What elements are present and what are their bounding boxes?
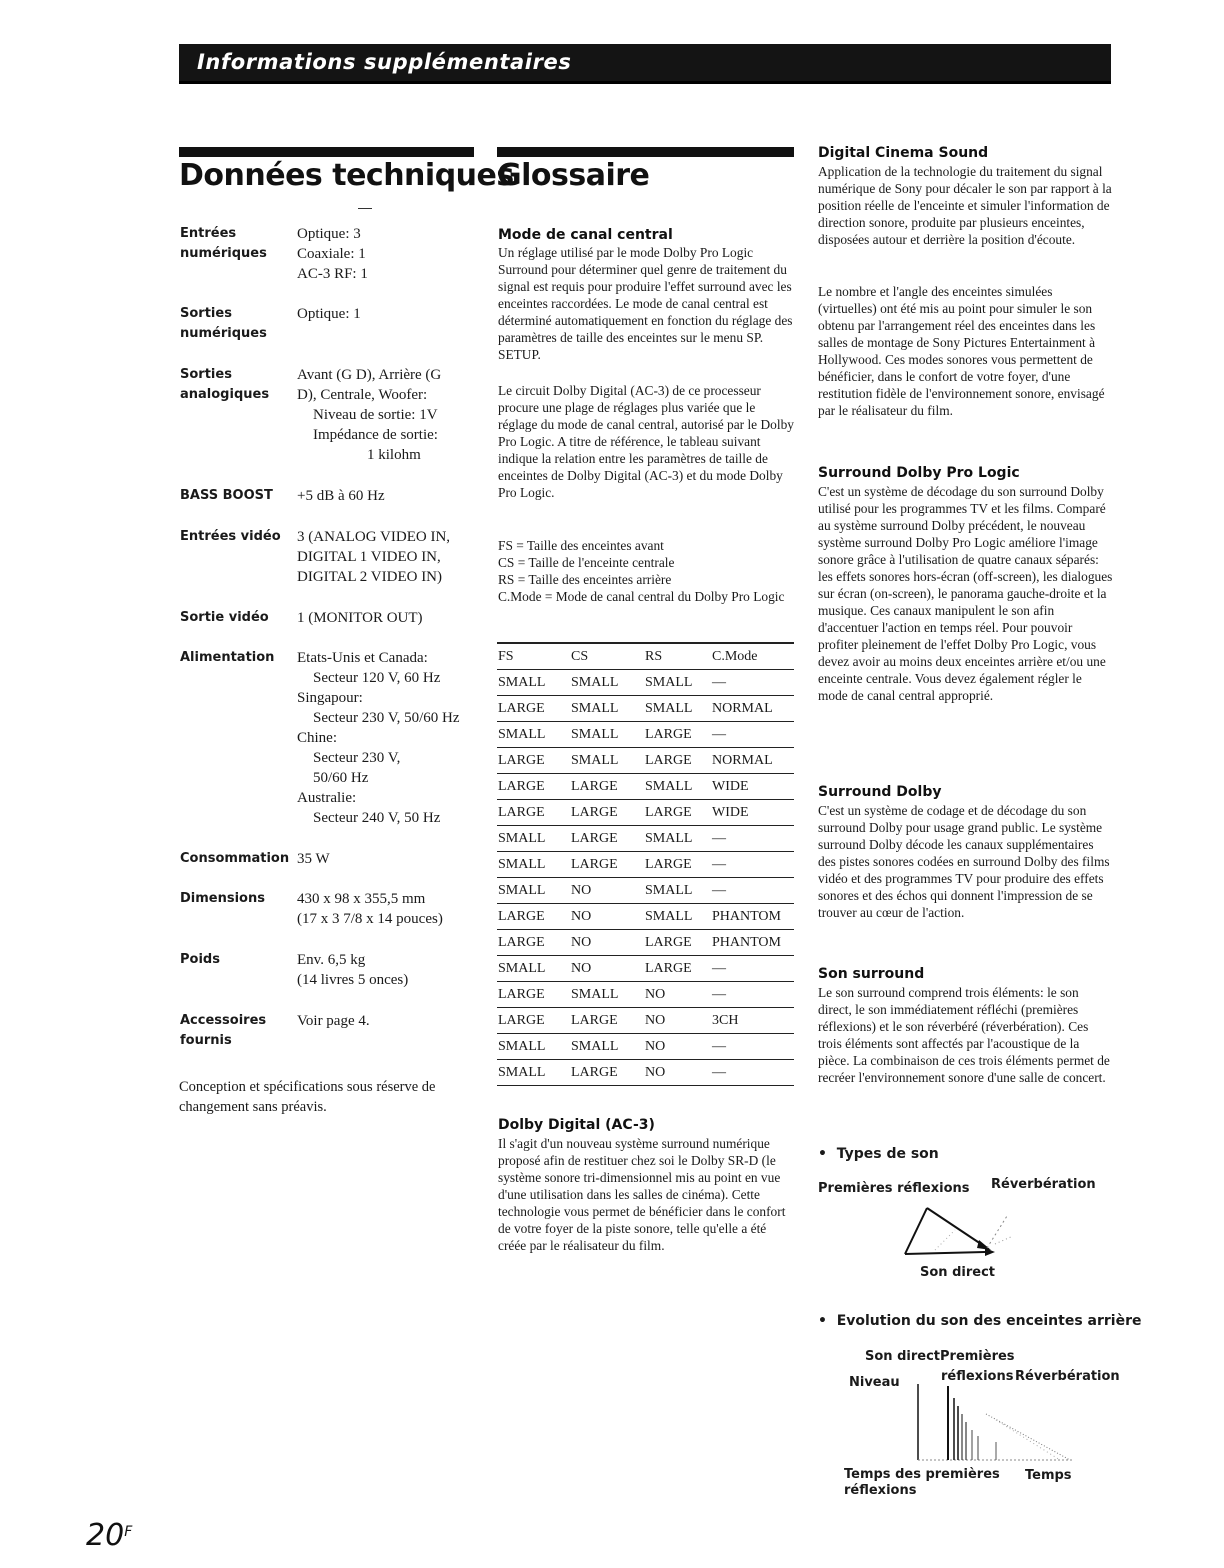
table-cell: NO: [570, 929, 644, 955]
table-cell: SMALL: [497, 955, 570, 981]
surround-dolby-heading: Surround Dolby: [818, 784, 942, 800]
table-cell: SMALL: [644, 877, 711, 903]
table-cell: SMALL: [570, 747, 644, 773]
table-cell: LARGE: [497, 1007, 570, 1033]
table-cell: WIDE: [711, 799, 794, 825]
spec-label-consommation: Consommation: [180, 851, 290, 866]
spec-label-entrees-video: Entrées vidéo: [180, 529, 281, 544]
spec-label-sorties-numeriques: Sorties numériques: [180, 306, 267, 341]
spec-value-accessoires: Voir page 4.: [297, 1013, 370, 1029]
central-heading: Mode de canal central: [498, 227, 673, 243]
spec-value-sortie-video: 1 (MONITOR OUT): [297, 610, 423, 626]
evo-niveau-label: Niveau: [849, 1375, 900, 1390]
spec-value-sorties-numeriques: Optique: 1: [297, 306, 361, 322]
pro-logic-heading: Surround Dolby Pro Logic: [818, 465, 1020, 481]
table-row: [497, 877, 794, 903]
table-cell: LARGE: [497, 747, 570, 773]
table-row: [497, 799, 794, 825]
table-cell: LARGE: [644, 851, 711, 877]
table-cell: LARGE: [570, 1059, 644, 1085]
table-cell: NO: [644, 1059, 711, 1085]
pro-logic-text: C'est un système de décodage du son surround Dolby utilisé pour les programmes TV et les films. Comparé au système surround Dolby précédent, le nouveau système surround Dolby Pro Logic améliore l'image sonore grâce à l'utilisation de quatre canaux séparés: les effets sonores hors-écran (off-screen), les dialogues sur écran (on-screen), le panorama gauche-droite et la musique. Ces canaux manipulent le son afin d'accentuer l'action en temps réel. Pour pouvoir profiter pleinement de l'effet Dolby Pro Logic, vous devez avoir au moins deux enceintes arrière et/ou une enceinte centrale. Vous devez également régler le mode de canal central approprié.: [818, 484, 1113, 703]
evo-premieres-label: Premières: [940, 1349, 1015, 1364]
spec-label-accessoires: Accessoires fournis: [180, 1013, 267, 1048]
evo-son-direct-label: Son direct: [865, 1349, 940, 1364]
table-cell: LARGE: [570, 851, 644, 877]
bullet-icon: •: [818, 1146, 837, 1162]
table-row: [497, 903, 794, 929]
dolby-digital-text: Il s'agit d'un nouveau système surround numérique proposé afin de restituer chez soi le Dolby SR-D (le système sonore tri-dimensionnel mis au point en vue d'une utilisation dans les salles de cinéma). Cette technologie vous permet de bénéficier dans le confort de votre foyer de la piste sonore, telle qu'elle a été créée par le réalisateur du film.: [498, 1136, 786, 1253]
spec-label-sortie-video: Sortie vidéo: [180, 610, 269, 625]
table-cell: LARGE: [570, 799, 644, 825]
table-cell: SMALL: [570, 981, 644, 1007]
evo-reflexions-label: réflexions: [941, 1369, 1014, 1384]
table-cell: SMALL: [644, 773, 711, 799]
table-header-cell: RS: [644, 643, 711, 669]
spec-value-bass-boost: +5 dB à 60 Hz: [297, 488, 385, 504]
evo-reverb-label: Réverbération: [1015, 1369, 1120, 1384]
dcs-text-2: Le nombre et l'angle des enceintes simulées (virtuelles) ont été mis au point pour simuler le son obtenu par l'arrangement réel des enceintes dans les salles de montage de Sony Pictures Entertainment à Hollywood. Ces modes sonores vous permettent de bénéficier, dans le confort de votre foyer, d'une restitution fidèle de l'environnement sonore, envisagé par le réalisateur du film.: [818, 284, 1105, 418]
dolby-digital-heading: Dolby Digital (AC-3): [498, 1117, 655, 1133]
table-cell: —: [711, 981, 794, 1007]
table-cell: PHANTOM: [711, 929, 794, 955]
table-row: [497, 955, 794, 981]
table-cell: SMALL: [497, 1059, 570, 1085]
spec-label-alimentation: Alimentation: [180, 650, 275, 665]
spec-label-sorties-analogiques: Sorties analogiques: [180, 367, 270, 402]
table-cell: NO: [644, 1007, 711, 1033]
table-cell: 3CH: [711, 1007, 794, 1033]
table-cell: SMALL: [497, 669, 570, 695]
table-cell: NORMAL: [711, 747, 794, 773]
dcs-heading: Digital Cinema Sound: [818, 145, 989, 161]
types-premieres-label: Premières réflexions: [818, 1181, 970, 1196]
spec-value-dimensions: 430 x 98 x 355,5 mm (17 x 3 7/8 x 14 pouces): [297, 891, 443, 927]
evo-temps-premieres-label: Temps des premières réflexions: [844, 1467, 1000, 1498]
table-cell: LARGE: [644, 799, 711, 825]
table-cell: SMALL: [644, 669, 711, 695]
table-row: [497, 929, 794, 955]
table-cell: LARGE: [497, 695, 570, 721]
table-cell: —: [711, 955, 794, 981]
specs-note: Conception et spécifications sous réserve de changement sans préavis.: [179, 1079, 436, 1115]
table-header-cell: FS: [497, 643, 570, 669]
table-row: [497, 1007, 794, 1033]
table-row: [497, 669, 794, 695]
table-cell: LARGE: [644, 929, 711, 955]
evo-temps-label: Temps: [1025, 1468, 1072, 1483]
table-cell: —: [711, 877, 794, 903]
son-surround-text: Le son surround comprend trois éléments: le son direct, le son immédiatement réfléchi (premières réflexions) et le son réverbéré (réverbération). Ces trois éléments sont affectés par l'acoustique de la pièce. La combinaison de ces trois éléments permet de recréer l'environnement sonore d'une salle de concert.: [818, 985, 1110, 1085]
table-cell: —: [711, 669, 794, 695]
table-header-cell: CS: [570, 643, 644, 669]
table-header-cell: C.Mode: [711, 643, 794, 669]
table-cell: NO: [570, 903, 644, 929]
section-header-bar: [179, 44, 1111, 84]
central-text-2: Le circuit Dolby Digital (AC-3) de ce processeur procure une plage de réglages plus variée que le réglage du mode de canal central, autorisé par le Dolby Pro Logic. A titre de référence, le tableau suivant indique la relation entre les paramètres de taille de enceintes de Dolby Digital (AC-3) et du mode Dolby Pro Logic.: [498, 383, 794, 500]
table-cell: SMALL: [497, 877, 570, 903]
types-reverb-label: Réverbération: [991, 1177, 1096, 1192]
spec-value-alimentation: Etats-Unis et Canada: Secteur 120 V, 60 Hz Singapour: Secteur 230 V, 50/60 Hz Chine: Secteur 230 V, 50/60 Hz Australie: Secteur 240 V, 50 Hz: [297, 650, 460, 826]
table-cell: —: [711, 851, 794, 877]
table-cell: SMALL: [497, 721, 570, 747]
table-cell: SMALL: [497, 1033, 570, 1059]
table-cell: LARGE: [644, 955, 711, 981]
table-cell: SMALL: [497, 851, 570, 877]
spec-label-dimensions: Dimensions: [180, 891, 265, 906]
spec-value-consommation: 35 W: [297, 851, 330, 867]
table-cell: SMALL: [644, 903, 711, 929]
speaker-mode-table: [497, 642, 794, 1086]
sound-types-diagram: [895, 1200, 1015, 1264]
table-row: [497, 721, 794, 747]
son-surround-heading: Son surround: [818, 966, 925, 982]
table-cell: PHANTOM: [711, 903, 794, 929]
table-cell: —: [711, 1033, 794, 1059]
surround-dolby-text: C'est un système de codage et de décodage du son surround Dolby pour usage grand public. Le système surround Dolby décode les canaux supplémentaires des pistes sonores codées en surround Dolby des films vidéo et des programmes TV pour produire des effets sonores et des échos qui donnent l'impression de se trouver au cœur de l'action.: [818, 803, 1110, 920]
table-cell: SMALL: [644, 825, 711, 851]
table-row: [497, 851, 794, 877]
spec-label-bass-boost: BASS BOOST: [180, 488, 273, 503]
title-rule: [497, 147, 794, 157]
table-row: [497, 1059, 794, 1085]
table-cell: LARGE: [570, 825, 644, 851]
table-cell: SMALL: [497, 825, 570, 851]
table-cell: SMALL: [570, 669, 644, 695]
spec-label-poids: Poids: [180, 952, 220, 967]
table-cell: SMALL: [644, 695, 711, 721]
central-text: Un réglage utilisé par le mode Dolby Pro Logic Surround pour déterminer quel genre de traitement du signal est requis pour produire l'effet surround avec les enceintes raccordées. Le mode de canal central est déterminé automatiquement en fonction du réglage des paramètres de taille des enceintes sur le menu SP. SETUP.: [498, 245, 793, 362]
glossary-title: Glossaire: [497, 158, 650, 193]
table-cell: WIDE: [711, 773, 794, 799]
table-cell: —: [711, 721, 794, 747]
table-cell: LARGE: [497, 773, 570, 799]
table-cell: LARGE: [497, 903, 570, 929]
table-row: [497, 1033, 794, 1059]
short-rule: [358, 208, 372, 209]
evolution-heading: • Evolution du son des enceintes arrière: [818, 1313, 1142, 1329]
spec-value-entrees-numeriques: Optique: 3 Coaxiale: 1 AC-3 RF: 1: [297, 226, 368, 282]
table-cell: SMALL: [570, 695, 644, 721]
page-number: $20^F$: [86, 1518, 133, 1553]
table-row: [497, 773, 794, 799]
spec-value-poids: Env. 6,5 kg (14 livres 5 onces): [297, 952, 409, 988]
spec-value-sorties-analogiques: Avant (G D), Arrière (G D), Centrale, Woofer: Niveau de sortie: 1V Impédance de sortie: 1 kilohm: [297, 367, 442, 463]
table-cell: LARGE: [497, 981, 570, 1007]
table-cell: LARGE: [497, 929, 570, 955]
table-row: [497, 747, 794, 773]
section-header-title: Informations supplémentaires: [197, 50, 572, 74]
specs-title: Données techniques: [179, 158, 514, 193]
table-cell: LARGE: [570, 1007, 644, 1033]
spec-label-entrees-numeriques: Entrées numériques: [180, 226, 267, 261]
table-cell: NORMAL: [711, 695, 794, 721]
table-cell: SMALL: [570, 1033, 644, 1059]
table-row: [497, 981, 794, 1007]
table-header-row: [497, 643, 794, 669]
rear-sound-evolution-chart: [900, 1380, 1080, 1466]
central-legend: FS = Taille des enceintes avant CS = Taille de l'enceinte centrale RS = Taille des enceintes arrière C.Mode = Mode de canal central du Dolby Pro Logic: [498, 538, 785, 604]
bullet-icon: •: [818, 1313, 837, 1329]
table-cell: NO: [570, 877, 644, 903]
table-cell: NO: [644, 981, 711, 1007]
table-cell: —: [711, 1059, 794, 1085]
table-cell: LARGE: [497, 799, 570, 825]
title-rule: [179, 147, 474, 157]
table-cell: NO: [644, 1033, 711, 1059]
table-cell: —: [711, 825, 794, 851]
table-row: [497, 695, 794, 721]
types-heading: • Types de son: [818, 1146, 939, 1162]
dcs-text: Application de la technologie du traitement du signal numérique de Sony pour décaler le son par rapport à la position réelle de l'enceinte et simuler l'information de direction sonore, produite par plusieurs enceintes, disposées autour et derrière la position d'écoute.: [818, 164, 1112, 247]
spec-value-entrees-video: 3 (ANALOG VIDEO IN, DIGITAL 1 VIDEO IN, DIGITAL 2 VIDEO IN): [297, 529, 451, 585]
table-cell: NO: [570, 955, 644, 981]
types-direct-label: Son direct: [920, 1265, 995, 1280]
table-cell: LARGE: [644, 721, 711, 747]
table-cell: LARGE: [644, 747, 711, 773]
table-cell: SMALL: [570, 721, 644, 747]
table-cell: LARGE: [570, 773, 644, 799]
table-row: [497, 825, 794, 851]
